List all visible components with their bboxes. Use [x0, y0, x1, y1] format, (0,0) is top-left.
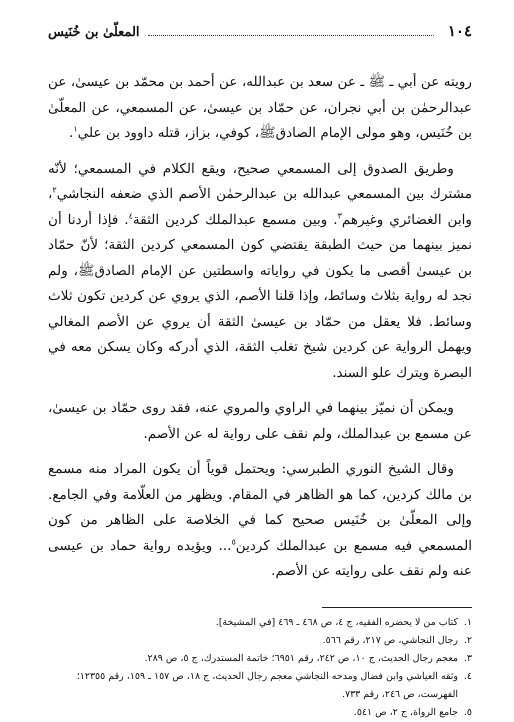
footnote-text: كتاب من لا يحضره الفقيه، ج ٤، ص ٤٦٨ ـ ٤٦٩ [في المشيخة].: [215, 616, 458, 628]
footnote-number: ٢.: [463, 634, 472, 646]
footnote-ref[interactable]: ٤: [128, 210, 133, 220]
footnote-number: ١.: [463, 616, 472, 628]
paragraph-text: وقال الشيخ النوري الطبرسي: ويحتمل قوياً أن يكون المراد منه مسمع بن مالك كردين، كما هو الظاهر في المقام. ويظهر من العلّامة وفي الجامع. وإلى المعلّىٰ بن خُنَيس صحيح كما في الخلاصة على الظاهر من كون المسمعي فيه مسمع بن عبدالملك كردين: [48, 461, 472, 554]
paragraph-text: ويمكن أن نميّز بينهما في الراوي والمروي عنه، فقد روى حمّاد بن عيسىٰ، عن مسمع بن عبدالملك، ولم نقف على رواية له عن الأصم.: [48, 400, 472, 442]
paragraph-text: ، وابن الغضائري وغيرهم: [48, 186, 472, 228]
footnote-text: رجال النجاشي، ص ٢١٧، رقم ٥٦٦.: [322, 634, 458, 646]
footnote-item: [48, 632, 472, 650]
paragraph-3: [48, 396, 472, 447]
footnote-item: [48, 704, 472, 722]
footnote-ref[interactable]: ٣: [337, 210, 342, 220]
footnote-text: معجم رجال الحديث، ج ١٠، ص ٢٤٢، رقم ٦٩٥١؛ خاتمة المستدرك، ج ٥، ص ٢٨٩.: [144, 652, 458, 664]
paragraph-text: . فإذا أردنا أن نميز بينهما من حيث الطبقة يقتضي كون المسمعي كردين الثقة؛ لأنّ حمّاد بن عيسىٰ أقصى ما يكون في رواياته واسطتين عن الإمام الصادقﷺ، ولم نجد له رواية بثلاث وسائط، وإذا قلنا الأصم، الذي يروي عن كردين تكون ثلاث وسائط. فلا يعقل من حمّاد بن عيسىٰ الثقة أن يروي عن الأصم المغالي ويهمل الرواية عن كردين شيخ تغلب الثقة، الذي أدركه وكان يسكن معه في البصرة ويترك علو السند.: [48, 211, 472, 381]
footnote-text: جامع الرواة، ج ٢، ص ٥٤١.: [353, 706, 458, 718]
paragraph-2: [48, 157, 472, 387]
paragraph-1: رويته عن أبي ـ ﷺ ـ عن سعد بن عبدالله، عن أحمد بن محمّد بن عيسىٰ، عن عبدالرحمٰن بن أبي نجران، عن حمّاد بن عيسىٰ، عن المسمعي، عن المعلّىٰ بن خُنَيس، وهو مولى الإمام الصادقﷺ، كوفي، بزاز، قتله داوود بن علي$^١$.: [48, 74, 472, 141]
paragraph-text: رويته عن أبي ـ ﷺ ـ عن سعد بن عبدالله، عن أحمد بن محمّد بن عيسىٰ، عن عبدالرحمٰن بن أبي نجران، عن حمّاد بن عيسىٰ، عن المسمعي، عن المعلّىٰ بن خُنَيس، وهو مولى الإمام الصادقﷺ، كوفي، بزاز، قتله داوود بن علي: [48, 74, 472, 141]
page-number: ١٠٤: [447, 22, 472, 40]
footnote-item: [48, 650, 472, 668]
footnote-ref[interactable]: ١: [73, 124, 78, 134]
footnote-ref[interactable]: ٥: [231, 536, 236, 546]
footnote-item: [48, 614, 472, 632]
footnote-number: ٣.: [463, 652, 472, 664]
footnote-divider: [322, 607, 472, 608]
paragraph-text: وطريق الصدوق إلى المسمعي صحيح، ويقع الكلام في المسمعي؛ لأنّه مشترك بين المسمعي عبدالله بن عبدالرحمٰن الأصم الذي ضعفه النجاشي: [48, 160, 472, 202]
footnote-item: [48, 668, 472, 704]
running-title: المعلّىٰ بن خُنَيس: [48, 25, 140, 40]
paragraph-text: ... ويؤيده رواية حماد بن عيسى عنه ولم نقف على روايته عن الأصم.: [48, 537, 472, 579]
paragraph-4: [48, 457, 472, 585]
footnote-number: ٤.: [463, 670, 472, 682]
paragraph-text: . وبين مسمع عبدالملك كردين الثقة: [132, 211, 338, 228]
footnote-text: وثقه العياشي وابن فضال ومدحه النجاشي معجم رجال الحديث، ج ١٨، ص ١٥٧ ـ ١٥٩، رقم ١٢٣٥٥؛ الفهرست، ص ٢٤٦، رقم ٧٣٣.: [76, 670, 458, 700]
running-header: [48, 22, 472, 44]
footnote-number: ٥.: [463, 706, 472, 718]
header-leader-dots: [148, 34, 434, 36]
footnote-ref[interactable]: ٢: [52, 185, 57, 195]
body-text: [48, 70, 472, 585]
footnotes: [48, 614, 472, 722]
